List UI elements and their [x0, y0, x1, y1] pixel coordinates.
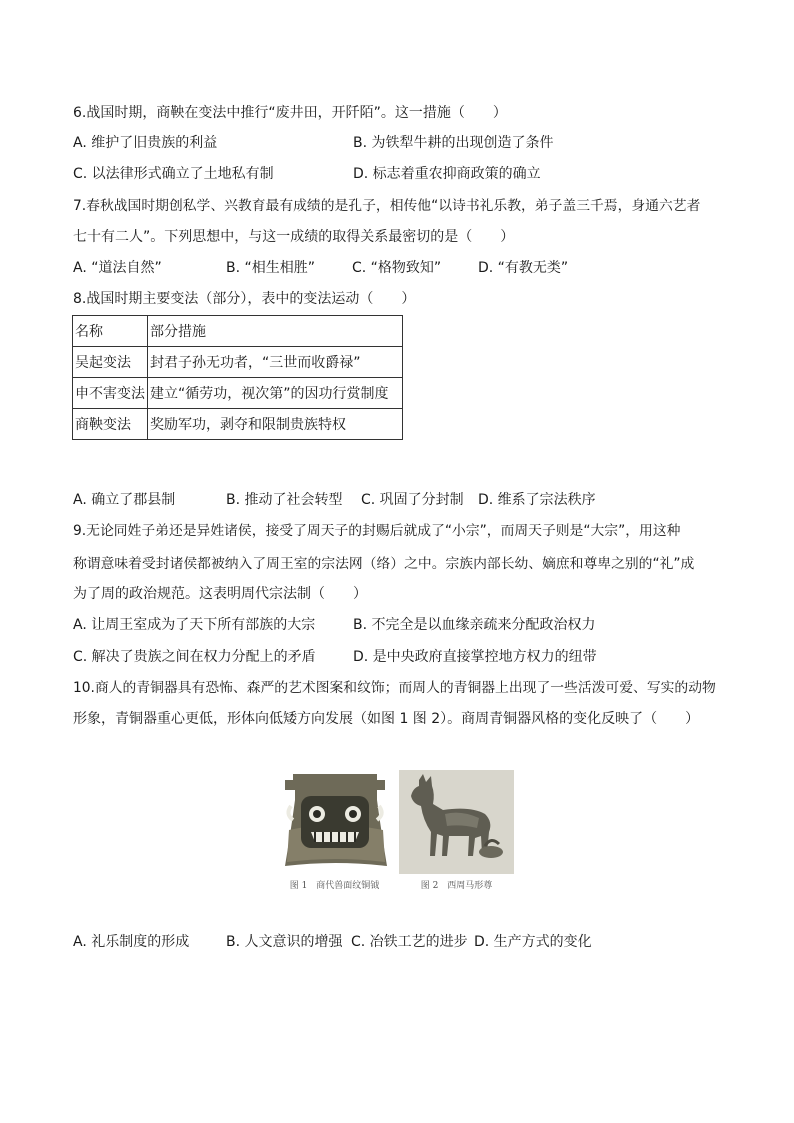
q9-stem-line2: 称谓意味着受封诸侯都被纳入了周王室的宗法网（络）之中。宗族内部长幼、嫡庶和尊卑之别的“礼”成 — [73, 556, 695, 572]
q8-option-a: A. 确立了郡县制 — [73, 492, 176, 508]
q8-stem: 8.战国时期主要变法（部分），表中的变法运动（ ） — [73, 291, 416, 307]
q10-option-a: A. 礼乐制度的形成 — [73, 934, 190, 950]
q7-stem-line2: 七十有二人”。下列思想中，与这一成绩的取得关系最密切的是（ ） — [73, 229, 515, 245]
reform-table — [72, 315, 403, 440]
q9-option-c: C. 解决了贵族之间在权力分配上的矛盾 — [73, 649, 316, 665]
q6-option-c: C. 以法律形式确立了土地私有制 — [73, 166, 274, 182]
q6-option-d: D. 标志着重农抑商政策的确立 — [353, 166, 541, 182]
table-header-cell: 部分措施 — [148, 316, 403, 347]
table-row — [73, 378, 403, 409]
q7-option-b: B. “相生相胜” — [226, 260, 316, 276]
table-cell: 建立“循劳功，视次第”的因功行赏制度 — [148, 378, 403, 409]
table-header-row — [73, 316, 403, 347]
q6-option-a: A. 维护了旧贵族的利益 — [73, 135, 218, 151]
q9-stem-line1: 9.无论同姓子弟还是异姓诸侯，接受了周天子的封赐后就成了“小宗”，而周天子则是“大宗”，用这种 — [73, 523, 681, 539]
q7-option-a: A. “道法自然” — [73, 260, 162, 276]
q9-option-b: B. 不完全是以血缘亲疏来分配政治权力 — [353, 617, 596, 633]
table-row — [73, 347, 403, 378]
figure-2-caption: 图 2 西周马形尊 — [420, 881, 493, 891]
q8-option-c: C. 巩固了分封制 — [361, 492, 464, 508]
figure-1 — [277, 770, 392, 892]
table-cell: 奖励军功，剥夺和限制贵族特权 — [148, 409, 403, 440]
q10-stem-line2: 形象，青铜器重心更低，形体向低矮方向发展（如图 1 图 2）。商周青铜器风格的变化反映了（ ） — [73, 711, 700, 727]
figure-2 — [399, 770, 514, 892]
q10-stem-line1: 10.商人的青铜器具有恐怖、森严的艺术图案和纹饰；而周人的青铜器上出现了一些活泼可爱、写实的动物 — [73, 680, 716, 696]
q10-option-c: C. 冶铁工艺的进步 — [351, 934, 468, 950]
table-cell: 商鞅变法 — [73, 409, 148, 440]
table-cell: 吴起变法 — [73, 347, 148, 378]
q10-option-b: B. 人文意识的增强 — [226, 934, 343, 950]
q7-option-c: C. “格物致知” — [352, 260, 442, 276]
q10-option-d: D. 生产方式的变化 — [474, 934, 592, 950]
q7-stem-line1: 7.春秋战国时期创私学、兴教育最有成绩的是孔子，相传他“以诗书礼乐教，弟子盖三千焉，身通六艺者 — [73, 198, 701, 214]
q6-stem: 6.战国时期，商鞅在变法中推行“废井田，开阡陌”。这一措施（ ） — [73, 105, 507, 121]
q9-option-d: D. 是中央政府直接掌控地方权力的纽带 — [353, 649, 597, 665]
table-cell: 封君子孙无功者，“三世而收爵禄” — [148, 347, 403, 378]
table-header-cell: 名称 — [73, 316, 148, 347]
q9-option-a: A. 让周王室成为了天下所有部族的大宗 — [73, 617, 316, 633]
figure-1-caption: 图 1 商代兽面纹铜钺 — [289, 881, 380, 891]
bronze-horse-zun-image — [399, 770, 514, 874]
table-cell: 申不害变法 — [73, 378, 148, 409]
q6-option-b: B. 为铁犁牛耕的出现创造了条件 — [353, 135, 554, 151]
q8-option-b: B. 推动了社会转型 — [226, 492, 343, 508]
table-row — [73, 409, 403, 440]
q7-option-d: D. “有教无类” — [478, 260, 569, 276]
q9-stem-line3: 为了周的政治规范。这表明周代宗法制（ ） — [73, 586, 367, 602]
bronze-axe-image — [277, 770, 392, 874]
q8-option-d: D. 维系了宗法秩序 — [478, 492, 596, 508]
